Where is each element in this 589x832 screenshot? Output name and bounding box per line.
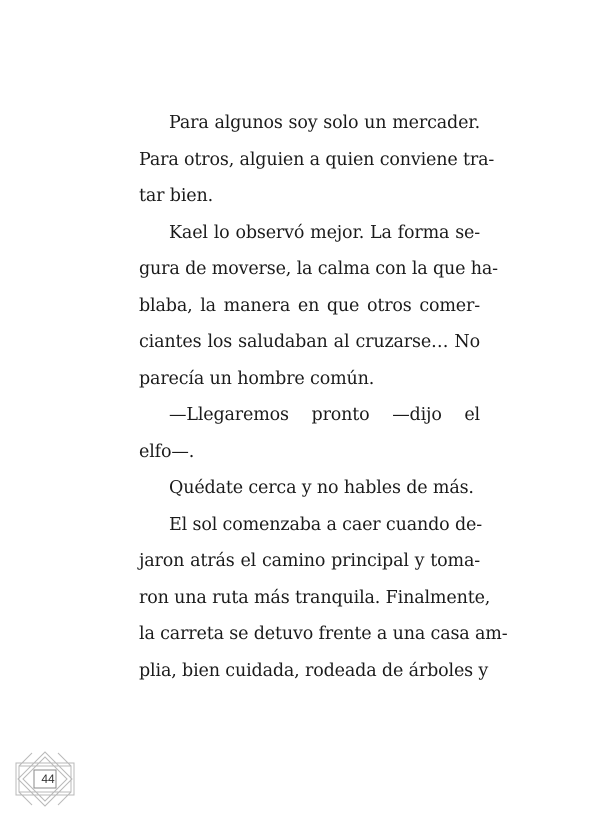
text-line: parecía un hombre común. bbox=[139, 368, 375, 389]
text-line: Para otros, alguien a quien conviene tra- bbox=[139, 149, 495, 170]
text-line: —Llegaremos pronto —dijo el bbox=[169, 405, 480, 425]
text-line: plia, bien cuidada, rodeada de árboles y bbox=[139, 660, 489, 681]
text-line: la carreta se detuvo frente a una casa am- bbox=[139, 624, 508, 644]
page-number-ornament bbox=[14, 751, 76, 807]
text-line: gura de moverse, la calma con la que ha- bbox=[139, 259, 498, 279]
text-line: Quédate cerca y no hables de más. bbox=[169, 478, 474, 498]
text-line: tar bien. bbox=[139, 186, 214, 206]
page-number: 44 bbox=[41, 772, 55, 786]
text-line: jaron atrás el camino principal y toma- bbox=[139, 551, 480, 571]
text-line: blaba, la manera en que otros comer- bbox=[139, 295, 480, 316]
text-line: Kael lo observó mejor. La forma se- bbox=[169, 222, 480, 243]
text-line: Para algunos soy solo un mercader. bbox=[169, 113, 480, 133]
page-body-text bbox=[139, 105, 508, 689]
text-line: El sol comenzaba a caer cuando de- bbox=[169, 514, 482, 535]
text-line: elfo—. bbox=[139, 441, 195, 462]
text-line: ciantes los saludaban al cruzarse… No bbox=[139, 332, 480, 352]
text-line: ron una ruta más tranquila. Finalmente, bbox=[139, 587, 491, 608]
